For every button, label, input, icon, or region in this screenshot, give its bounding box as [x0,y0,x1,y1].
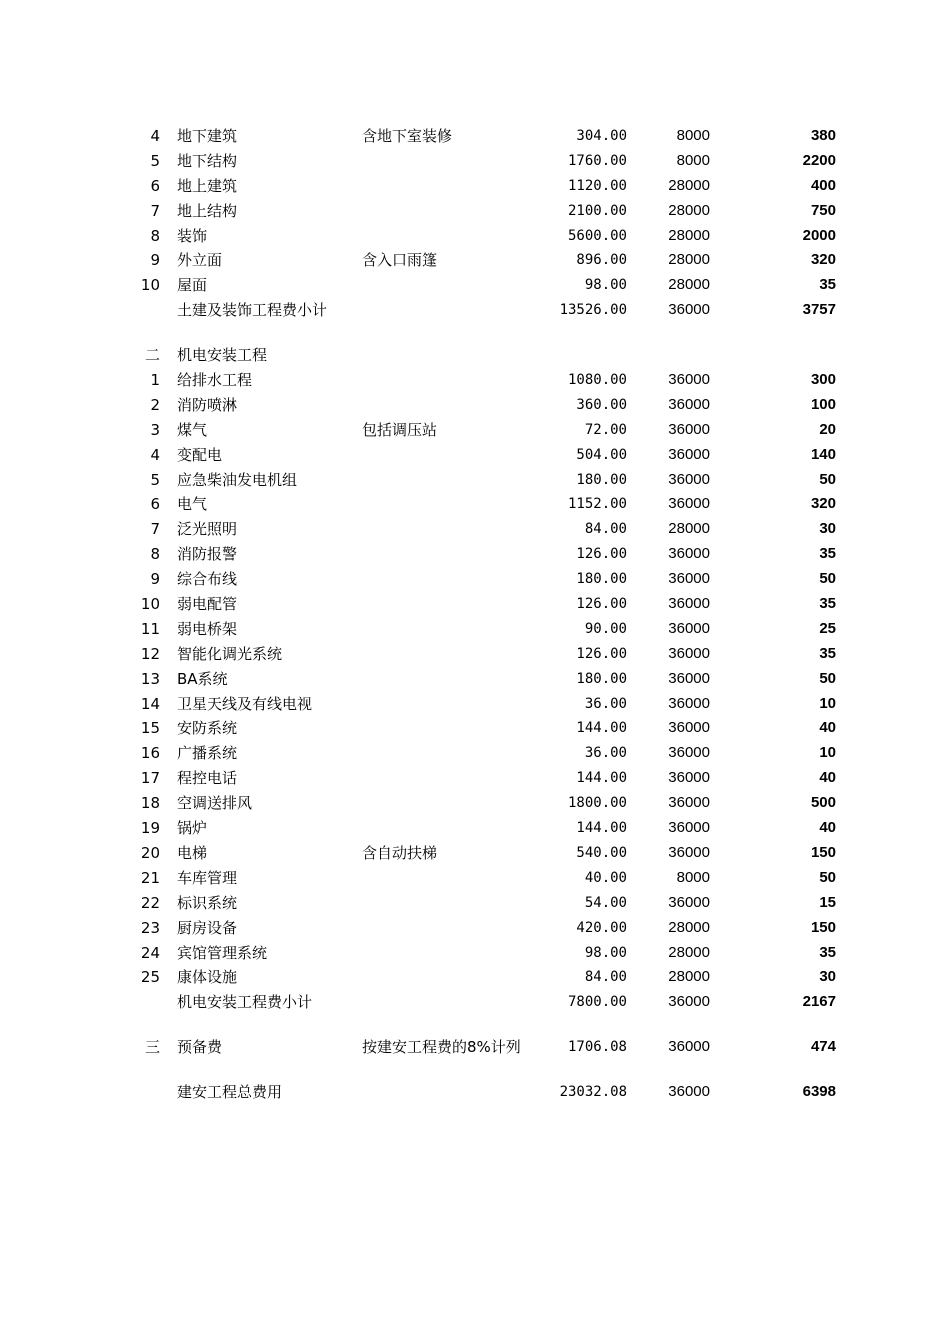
item-area: 36000 [668,993,710,1011]
item-name: 变配电 [177,445,223,464]
item-name: 机电安装工程 [177,346,268,365]
item-area: 36000 [668,595,710,613]
item-amount: 1760.00 [567,152,627,169]
row-number: 8 [150,226,160,245]
item-unit-cost: 30 [819,520,836,538]
item-unit-cost: 50 [819,570,836,588]
item-name: 安防系统 [177,719,238,738]
item-name: 程控电话 [177,769,238,788]
item-unit-cost: 380 [810,127,836,144]
item-amount: 84.00 [584,521,627,538]
table-row [0,343,950,368]
item-amount: 98.00 [584,944,627,961]
table-row [0,517,950,542]
item-unit-cost: 40 [819,719,836,737]
row-number: 8 [150,545,160,564]
item-name: 弱电桥架 [177,619,238,638]
item-amount: 126.00 [576,596,627,613]
item-area: 36000 [668,545,710,563]
item-area: 28000 [668,276,710,294]
item-amount: 98.00 [584,277,627,294]
item-area: 28000 [668,943,710,961]
item-name: 康体设施 [177,968,238,987]
row-number: 5 [150,470,160,489]
item-unit-cost: 100 [810,395,836,413]
item-unit-cost: 35 [819,276,836,294]
item-name: 地下建筑 [177,127,238,145]
row-number: 三 [144,1038,160,1057]
item-area: 36000 [668,794,710,812]
row-number: 11 [140,619,160,638]
table-row [0,149,950,174]
item-name: 建安工程总费用 [177,1083,283,1102]
item-area: 36000 [668,669,710,687]
item-amount: 72.00 [584,421,627,438]
row-number: 19 [140,819,160,838]
item-amount: 540.00 [576,844,627,861]
cost-table [0,124,950,1105]
item-amount: 896.00 [576,252,627,269]
item-amount: 1800.00 [567,795,627,812]
table-row [0,199,950,224]
item-area: 28000 [668,520,710,538]
row-number: 14 [140,694,160,713]
table-row [0,990,950,1015]
row-number: 16 [140,744,160,763]
item-amount: 144.00 [576,720,627,737]
item-unit-cost: 10 [819,694,836,712]
item-unit-cost: 50 [819,470,836,488]
row-number: 13 [140,669,160,688]
row-number: 23 [140,918,160,937]
table-row [0,124,950,149]
item-name: 装饰 [177,226,208,245]
table-row [0,916,950,941]
item-amount: 54.00 [584,894,627,911]
row-number: 22 [140,893,160,912]
table-row [0,418,950,443]
item-unit-cost: 300 [810,371,836,389]
item-name: 宾馆管理系统 [177,943,268,962]
table-row [0,791,950,816]
item-name: 煤气 [177,420,208,439]
item-unit-cost: 2000 [802,226,836,244]
table-row [0,567,950,592]
item-amount: 1120.00 [567,177,627,194]
table-row [0,443,950,468]
item-name: BA系统 [177,669,228,688]
row-number: 7 [150,520,160,539]
item-name: 标识系统 [177,893,238,912]
row-number: 12 [140,644,160,663]
item-area: 8000 [676,151,710,169]
item-unit-cost: 150 [810,843,836,861]
item-amount: 7800.00 [567,994,627,1011]
item-area: 28000 [668,251,710,269]
item-amount: 180.00 [576,571,627,588]
item-unit-cost: 35 [819,595,836,613]
row-number: 17 [140,769,160,788]
item-amount: 90.00 [584,620,627,637]
item-amount: 23032.08 [559,1084,627,1101]
item-unit-cost: 320 [810,495,836,513]
item-area: 36000 [668,644,710,662]
item-area: 36000 [668,570,710,588]
table-row [0,1080,950,1105]
item-area: 36000 [668,495,710,513]
item-unit-cost: 35 [819,943,836,961]
row-number: 6 [150,495,160,514]
table-row [0,468,950,493]
row-number: 2 [150,395,160,414]
item-amount: 13526.00 [559,302,627,319]
item-name: 地上建筑 [177,176,238,195]
table-row [0,393,950,418]
item-amount: 36.00 [584,745,627,762]
item-amount: 144.00 [576,820,627,837]
item-amount: 180.00 [576,670,627,687]
row-number: 21 [140,868,160,887]
table-row [0,617,950,642]
item-amount: 304.00 [576,128,627,144]
item-name: 弱电配管 [177,595,238,614]
table-row [0,841,950,866]
item-name: 电梯 [177,843,208,862]
table-row [0,368,950,393]
item-amount: 126.00 [576,546,627,563]
item-name: 综合布线 [177,570,238,589]
row-number: 5 [150,151,160,170]
item-area: 28000 [668,968,710,986]
item-amount: 2100.00 [567,202,627,219]
item-area: 36000 [668,470,710,488]
item-unit-cost: 2167 [802,993,836,1011]
table-row [0,1035,950,1060]
item-name: 电气 [177,495,208,514]
item-area: 36000 [668,420,710,438]
item-name: 应急柴油发电机组 [177,470,298,489]
item-area: 36000 [668,744,710,762]
item-note: 含自动扶梯 [362,843,438,862]
item-amount: 144.00 [576,770,627,787]
item-name: 预备费 [177,1038,223,1057]
table-row [0,592,950,617]
item-unit-cost: 474 [810,1038,836,1056]
table-row [0,492,950,517]
item-name: 屋面 [177,276,208,295]
item-unit-cost: 400 [810,176,836,194]
item-name: 地下结构 [177,151,238,170]
item-area: 36000 [668,619,710,637]
row-number: 10 [140,276,160,295]
item-area: 36000 [668,1038,710,1056]
item-amount: 1080.00 [567,372,627,389]
item-unit-cost: 10 [819,744,836,762]
item-amount: 504.00 [576,446,627,463]
item-name: 外立面 [177,251,223,270]
item-unit-cost: 20 [819,420,836,438]
item-area: 8000 [676,868,710,886]
table-row [0,174,950,199]
item-amount: 5600.00 [567,227,627,244]
item-name: 消防报警 [177,545,238,564]
table-row [0,816,950,841]
table-row [0,766,950,791]
table-row [0,248,950,273]
item-unit-cost: 25 [819,619,836,637]
item-area: 36000 [668,395,710,413]
item-unit-cost: 150 [810,918,836,936]
item-name: 机电安装工程费小计 [177,993,313,1012]
row-number: 二 [144,346,160,365]
row-number: 4 [150,445,160,464]
row-number: 3 [150,420,160,439]
item-name: 厨房设备 [177,918,238,937]
item-area: 36000 [668,371,710,389]
item-area: 36000 [668,1083,710,1101]
item-unit-cost: 750 [810,201,836,219]
item-name: 智能化调光系统 [177,644,283,663]
table-row [0,866,950,891]
row-number: 7 [150,201,160,220]
item-unit-cost: 40 [819,819,836,837]
item-name: 给排水工程 [177,371,253,390]
item-name: 空调送排风 [177,794,253,813]
item-amount: 1152.00 [567,496,627,513]
table-row [0,298,950,323]
item-note: 含入口雨篷 [362,251,438,270]
item-area: 28000 [668,176,710,194]
item-name: 广播系统 [177,744,238,763]
item-area: 36000 [668,819,710,837]
item-unit-cost: 35 [819,644,836,662]
row-number: 24 [140,943,160,962]
item-area: 36000 [668,445,710,463]
row-number: 9 [150,570,160,589]
table-row [0,667,950,692]
table-row [0,716,950,741]
item-name: 车库管理 [177,868,238,887]
row-number: 15 [140,719,160,738]
item-name: 土建及装饰工程费小计 [177,301,328,320]
item-area: 36000 [668,843,710,861]
item-amount: 360.00 [576,396,627,413]
row-number: 10 [140,595,160,614]
item-unit-cost: 40 [819,769,836,787]
table-row [0,891,950,916]
table-row [0,741,950,766]
item-amount: 126.00 [576,645,627,662]
table-row [0,692,950,717]
item-unit-cost: 6398 [802,1083,836,1101]
item-unit-cost: 500 [810,794,836,812]
item-unit-cost: 2200 [802,151,836,169]
item-area: 36000 [668,719,710,737]
item-unit-cost: 320 [810,251,836,269]
item-amount: 36.00 [584,695,627,712]
item-amount: 84.00 [584,969,627,986]
item-name: 锅炉 [177,819,208,838]
row-number: 4 [150,127,160,145]
item-unit-cost: 30 [819,968,836,986]
item-unit-cost: 50 [819,669,836,687]
table-row [0,224,950,249]
item-area: 8000 [676,127,710,144]
item-note: 包括调压站 [362,420,438,439]
item-area: 28000 [668,201,710,219]
item-unit-cost: 50 [819,868,836,886]
item-amount: 1706.08 [567,1039,627,1056]
item-area: 36000 [668,769,710,787]
table-row [0,542,950,567]
item-name: 泛光照明 [177,520,238,539]
item-amount: 40.00 [584,869,627,886]
item-area: 28000 [668,226,710,244]
table-row [0,273,950,298]
table-row [0,965,950,990]
item-name: 卫星天线及有线电视 [177,694,313,713]
row-number: 25 [140,968,160,987]
row-number: 20 [140,843,160,862]
row-number: 6 [150,176,160,195]
item-area: 36000 [668,694,710,712]
item-name: 消防喷淋 [177,395,238,414]
table-row [0,941,950,966]
item-unit-cost: 15 [819,893,836,911]
item-amount: 420.00 [576,919,627,936]
table-row [0,642,950,667]
item-unit-cost: 3757 [802,301,836,319]
item-note: 含地下室装修 [362,127,453,145]
item-unit-cost: 35 [819,545,836,563]
item-unit-cost: 140 [810,445,836,463]
row-number: 1 [150,371,160,390]
row-number: 9 [150,251,160,270]
item-area: 36000 [668,301,710,319]
row-number: 18 [140,794,160,813]
item-name: 地上结构 [177,201,238,220]
item-area: 36000 [668,893,710,911]
item-amount: 180.00 [576,471,627,488]
item-note: 按建安工程费的8%计列 [362,1038,521,1057]
item-area: 28000 [668,918,710,936]
